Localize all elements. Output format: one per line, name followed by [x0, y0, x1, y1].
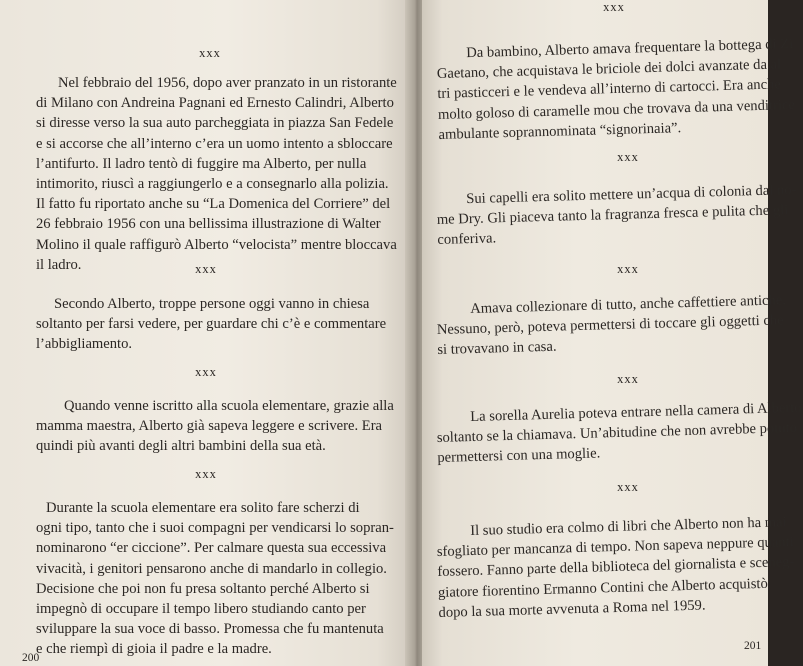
text-line: si diresse verso la sua auto parcheggiata in piazza San Fedele [36, 115, 394, 132]
text-line: Sui capelli era solito mettere un’acqua di colonia dal no- [466, 181, 797, 208]
paragraph-pranks [36, 498, 394, 660]
text-line: molto goloso di caramelle mou che trovava da una venditrice [437, 96, 796, 123]
text-line: sfogliato per mancanza di tempo. Non sapeva neppure quanti [436, 534, 794, 561]
text-line: fossero. Fanno parte della biblioteca del giornalista e sceneg- [437, 554, 795, 581]
text-line: Nessuno, però, poteva permettersi di toccare gli oggetti che [436, 312, 784, 339]
text-line: Secondo Alberto, troppe persone oggi vanno in chiesa [54, 296, 370, 312]
text-line: impegnò di occupare il tempo libero studiando canto per [36, 601, 366, 618]
text-line: La sorella Aurelia poteva entrare nella camera di Alberto [470, 399, 802, 426]
paragraph-sister [436, 399, 802, 469]
section-separator: xxx [195, 467, 217, 481]
text-line: Decisione che poi non fu presa soltanto perché Alberto si [36, 580, 370, 597]
text-line: Da bambino, Alberto amava frequentare la bottega di Zi [466, 36, 794, 62]
text-line: vivacità, i genitori pensarono anche di mandarlo in collegio. [36, 560, 387, 577]
text-line: intimorito, riuscì a raggiungerlo e a consegnarlo alla polizia. [36, 176, 389, 193]
text-line: sviluppare la sua voce di basso. Promessa che fu mantenuta [36, 621, 384, 638]
text-line: ambulante soprannominata “signorinaia”. [438, 120, 682, 143]
text-line: dopo la sua morte avvenuta a Roma nel 1959. [438, 597, 706, 621]
paragraph-school [36, 396, 394, 457]
section-separator: xxx [617, 262, 639, 276]
page-number: 200 [22, 652, 40, 664]
section-separator: xxx [199, 46, 221, 60]
text-line: il ladro. [36, 256, 82, 273]
text-line: soltanto per farsi vedere, per guardare chi c’è e commentare [36, 316, 387, 333]
text-line: quindi più avanti degli altri bambini della sua età. [36, 438, 326, 455]
text-line: mamma maestra, Alberto già sapeva leggere e scrivere. Era [36, 418, 383, 435]
paragraph-library [436, 513, 795, 623]
text-line: Amava collezionare di tutto, anche caffettiere antiche. [470, 292, 787, 318]
text-line: 26 febbraio 1956 con una bellissima illustrazione di Walter [36, 216, 381, 233]
text-line: permettersi con una moglie. [437, 445, 601, 467]
text-line: me Dry. Gli piaceva tanto la fragranza fresca e pulita che gli [436, 202, 789, 229]
paragraph-theft-anecdote [36, 73, 397, 275]
right-page [422, 0, 802, 666]
section-separator: xxx [195, 365, 217, 379]
text-line: l’antifurto. Il ladro tentò di fuggire ma Alberto, per nulla [36, 155, 367, 172]
text-line: si trovavano in casa. [437, 339, 557, 359]
text-line: Nel febbraio del 1956, dopo aver pranzato in un ristorante [58, 75, 397, 91]
page-number: 201 [744, 640, 762, 652]
text-line: e si accorse che all’interno c’era un uomo intento a sbloccare [36, 135, 393, 152]
text-line: Gaetano, che acquistava le briciole dei dolci avanzate da al [436, 56, 782, 83]
text-line: e che riempì di gioia il padre e la madre. [36, 641, 272, 658]
section-separator: xxx [617, 372, 639, 386]
paragraph-bakery [436, 35, 796, 145]
paragraph-collecting [436, 291, 787, 361]
text-line: conferiva. [437, 230, 497, 249]
text-line: l’abbigliamento. [36, 336, 133, 353]
section-separator: xxx [617, 480, 639, 494]
text-line: Molino il quale raffigurò Alberto “velocista” mentre bloccava [36, 236, 397, 253]
text-line: Durante la scuola elementare era solito fare scherzi di [46, 500, 360, 516]
text-line: Il suo studio era colmo di libri che Alberto non ha mai [470, 514, 787, 540]
section-separator: xxx [603, 0, 625, 14]
text-line: ogni tipo, tanto che i suoi compagni per vendicarsi lo sopran- [36, 520, 394, 537]
text-line: tri pasticceri e le vendeva all’interno di cartocci. Era anche [437, 76, 782, 103]
text-line: nominarono “er ciccione”. Per calmare questa sua eccessiva [36, 540, 387, 557]
text-line: Il fatto fu riportato anche su “La Domenica del Corriere” del [36, 196, 391, 213]
section-separator: xxx [195, 262, 217, 276]
section-separator: xxx [617, 150, 639, 164]
text-line: soltanto se la chiamava. Un’abitudine che non avrebbe potuto [436, 420, 798, 447]
text-line: giatore fiorentino Ermanno Contini che Alberto acquistò [437, 575, 768, 601]
text-line: Quando venne iscritto alla scuola elementare, grazie alla [64, 398, 394, 414]
paragraph-church [36, 294, 387, 355]
paragraph-cologne [436, 181, 797, 251]
text-line: di Milano con Andreina Pagnani ed Ernesto Calindri, Alberto [36, 95, 394, 112]
